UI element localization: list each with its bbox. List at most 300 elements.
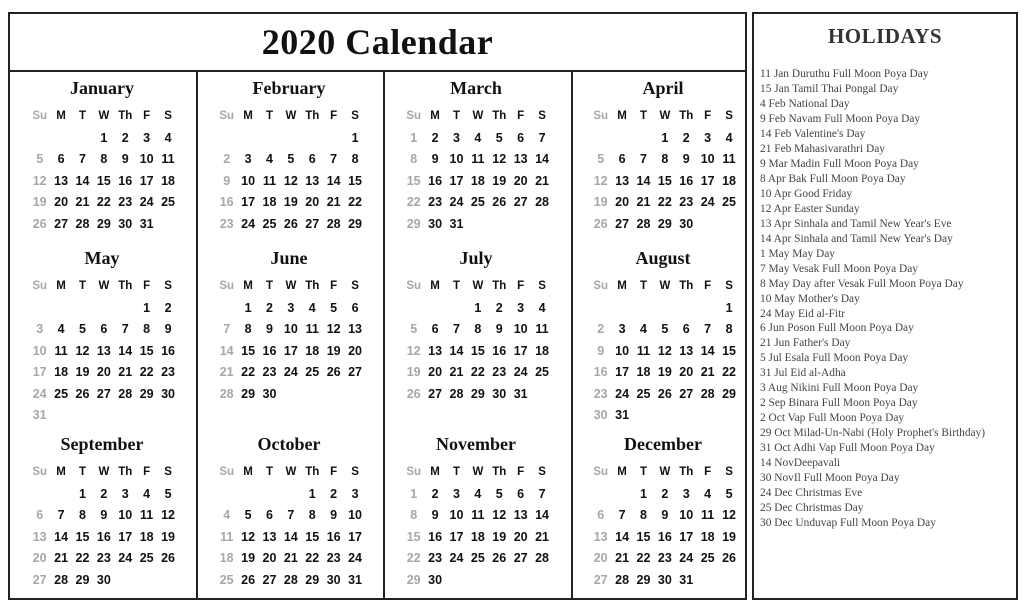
weekday-label: S: [538, 110, 546, 122]
empty-cell: [676, 298, 697, 320]
day-cell: 27: [593, 572, 608, 587]
day-cell: 22: [139, 365, 154, 379]
month-name: January: [69, 78, 134, 98]
day-cell: 17: [118, 529, 133, 544]
day-cell: 12: [75, 343, 90, 358]
weekday-label: Su: [32, 466, 48, 478]
day-cell: 19: [492, 173, 507, 188]
day-cell: 31: [679, 572, 694, 587]
day-cell: 20: [54, 195, 69, 209]
day-cell: 22: [722, 365, 736, 379]
day-cell: 18: [262, 195, 277, 209]
day-cell: 12: [326, 322, 341, 336]
empty-cell: [50, 484, 71, 506]
day-cell: 15: [470, 343, 485, 358]
day-cell: 16: [96, 529, 111, 544]
day-cell: 23: [219, 216, 234, 231]
day-cell: 3: [682, 486, 690, 501]
weekday-label: F: [143, 110, 151, 122]
day-cell: 30: [118, 216, 133, 231]
day-cell: 9: [661, 508, 669, 522]
weekday-label: Su: [593, 110, 609, 122]
day-cell: 21: [75, 195, 90, 209]
day-cell: 28: [54, 572, 69, 587]
holidays-title: HOLIDAYS: [827, 24, 943, 48]
day-cell: 9: [164, 322, 172, 336]
day-cell: 20: [615, 195, 630, 209]
day-cell: 29: [305, 572, 320, 587]
weekday-label: W: [98, 280, 110, 292]
day-cell: 29: [406, 216, 421, 231]
holiday-item: 4 Feb National Day: [760, 97, 850, 110]
empty-cell: [72, 128, 93, 150]
day-cell: 14: [326, 173, 341, 188]
day-cell: 8: [244, 322, 252, 336]
day-cell: 27: [32, 572, 47, 587]
column-divider: [196, 72, 198, 598]
weekday-label: M: [243, 280, 253, 292]
day-cell: 28: [615, 572, 630, 587]
day-cell: 5: [330, 300, 338, 315]
day-cell: 8: [725, 322, 733, 336]
weekday-label: Th: [118, 280, 133, 292]
month-june: [199, 246, 379, 416]
day-cell: 28: [535, 195, 549, 209]
month-name: September: [60, 434, 144, 454]
day-cell: 17: [139, 173, 154, 188]
day-cell: 27: [428, 386, 443, 401]
day-cell: 20: [513, 173, 528, 188]
day-cell: 21: [219, 365, 234, 379]
day-grid: [29, 276, 192, 427]
day-cell: 29: [96, 216, 111, 231]
day-cell: 30: [428, 216, 443, 231]
day-cell: 14: [535, 508, 549, 522]
day-grid: [590, 462, 753, 591]
empty-cell: [611, 298, 632, 320]
day-cell: 6: [351, 300, 359, 315]
day-cell: 12: [241, 529, 256, 544]
day-cell: 29: [406, 572, 421, 587]
day-cell: 27: [54, 216, 69, 231]
weekday-label: Th: [492, 466, 507, 478]
day-cell: 3: [121, 486, 129, 501]
day-cell: 27: [262, 572, 277, 587]
day-cell: 6: [517, 130, 525, 145]
day-cell: 1: [100, 130, 108, 145]
day-cell: 16: [118, 173, 133, 188]
holiday-item: 10 May Mother's Day: [760, 292, 860, 305]
weekday-label: Th: [492, 280, 507, 292]
empty-cell: [323, 128, 344, 150]
holiday-item: 30 Dec Unduvap Full Moon Poya Day: [760, 517, 936, 530]
holiday-item: 5 Jul Esala Full Moon Poya Day: [760, 352, 909, 365]
day-cell: 20: [428, 365, 443, 379]
day-cell: 3: [704, 130, 712, 145]
day-cell: 8: [351, 152, 359, 166]
day-cell: 11: [220, 529, 234, 544]
empty-cell: [50, 128, 71, 150]
empty-cell: [216, 484, 237, 506]
weekday-label: S: [538, 280, 546, 292]
day-cell: 1: [410, 486, 418, 501]
day-cell: 22: [241, 365, 256, 379]
weekday-label: Su: [32, 110, 48, 122]
day-cell: 22: [348, 195, 362, 209]
day-cell: 28: [75, 216, 90, 231]
month-name: August: [635, 248, 691, 268]
weekday-label: S: [351, 280, 359, 292]
weekday-label: M: [430, 110, 440, 122]
day-cell: 13: [513, 508, 528, 522]
weekday-label: M: [430, 280, 440, 292]
day-cell: 8: [100, 152, 108, 166]
weekday-label: T: [265, 110, 273, 122]
day-cell: 2: [431, 486, 439, 501]
day-cell: 26: [32, 216, 47, 231]
day-cell: 29: [241, 386, 256, 401]
weekday-label: F: [704, 110, 712, 122]
day-cell: 19: [657, 365, 672, 379]
day-cell: 4: [266, 152, 273, 166]
day-cell: 17: [513, 343, 528, 358]
day-cell: 13: [679, 343, 694, 358]
weekday-label: M: [56, 466, 66, 478]
day-cell: 4: [474, 486, 482, 501]
day-cell: 18: [535, 343, 549, 358]
day-cell: 7: [618, 508, 626, 522]
day-cell: 30: [96, 572, 111, 587]
day-cell: 27: [679, 386, 694, 401]
day-cell: 16: [593, 365, 608, 379]
day-cell: 3: [618, 322, 626, 336]
day-cell: 3: [36, 322, 44, 336]
day-cell: 19: [161, 529, 175, 544]
day-cell: 3: [244, 152, 252, 166]
holiday-item: 24 Dec Christmas Eve: [760, 487, 863, 500]
weekday-label: T: [639, 280, 647, 292]
day-cell: 18: [54, 365, 69, 379]
day-cell: 23: [492, 365, 507, 379]
empty-cell: [280, 128, 301, 150]
day-cell: 17: [700, 173, 715, 188]
day-cell: 30: [657, 572, 672, 587]
weekday-label: Th: [492, 110, 507, 122]
weekday-label: S: [725, 110, 733, 122]
day-cell: 18: [139, 529, 154, 544]
day-cell: 31: [139, 216, 154, 231]
day-cell: 19: [241, 551, 256, 565]
holiday-item: 9 Mar Madin Full Moon Poya Day: [760, 157, 919, 170]
day-cell: 2: [682, 130, 690, 145]
day-cell: 7: [453, 322, 460, 336]
weekday-label: Su: [406, 110, 422, 122]
day-cell: 17: [348, 529, 362, 544]
holiday-item: 25 Dec Christmas Day: [760, 502, 864, 515]
day-cell: 7: [330, 152, 338, 166]
day-cell: 4: [640, 322, 647, 336]
day-cell: 26: [406, 386, 421, 401]
day-cell: 3: [517, 300, 525, 315]
day-cell: 26: [75, 386, 90, 401]
weekday-label: Th: [305, 466, 320, 478]
weekday-label: Su: [219, 466, 235, 478]
day-cell: 23: [326, 551, 341, 565]
day-cell: 25: [54, 386, 69, 401]
day-cell: 13: [262, 529, 277, 544]
day-cell: 14: [219, 343, 234, 358]
day-cell: 6: [36, 508, 44, 522]
day-cell: 10: [449, 152, 464, 166]
day-cell: 21: [283, 551, 298, 565]
empty-cell: [302, 128, 323, 150]
day-cell: 25: [470, 551, 485, 565]
empty-cell: [611, 484, 632, 506]
day-cell: 29: [722, 386, 736, 401]
day-cell: 23: [262, 365, 277, 379]
day-cell: 8: [410, 508, 418, 522]
day-cell: 6: [597, 508, 605, 522]
day-cell: 8: [474, 322, 482, 336]
day-cell: 21: [615, 551, 630, 565]
day-cell: 5: [164, 486, 172, 501]
day-cell: 8: [410, 152, 418, 166]
empty-cell: [403, 298, 424, 320]
day-cell: 22: [406, 551, 421, 565]
weekday-label: F: [704, 280, 712, 292]
day-cell: 16: [219, 195, 234, 209]
day-cell: 11: [636, 343, 651, 358]
month-name: November: [436, 434, 516, 454]
day-cell: 5: [495, 130, 503, 145]
day-cell: 21: [636, 195, 651, 209]
month-august: [573, 246, 753, 422]
day-cell: 15: [139, 343, 154, 358]
day-cell: 12: [657, 343, 672, 358]
day-cell: 5: [36, 152, 44, 166]
day-cell: 16: [679, 173, 694, 188]
day-cell: 17: [449, 529, 464, 544]
weekday-label: T: [265, 466, 273, 478]
holiday-item: 24 May Eid al-Fitr: [760, 307, 846, 320]
day-cell: 28: [636, 216, 651, 231]
day-cell: 10: [118, 508, 133, 522]
day-cell: 5: [495, 486, 503, 501]
day-cell: 12: [283, 173, 298, 188]
day-cell: 11: [140, 508, 154, 522]
day-cell: 16: [428, 173, 443, 188]
day-cell: 21: [54, 551, 69, 565]
weekday-label: S: [351, 466, 359, 478]
day-cell: 5: [725, 486, 733, 501]
day-cell: 31: [615, 408, 630, 422]
day-cell: 26: [241, 572, 256, 587]
holiday-item: 2 Oct Vap Full Moon Poya Day: [760, 412, 905, 425]
day-cell: 6: [266, 508, 273, 522]
day-cell: 3: [287, 300, 295, 315]
weekday-label: W: [98, 110, 110, 122]
day-cell: 17: [615, 365, 630, 379]
day-cell: 25: [262, 216, 277, 231]
weekday-label: F: [143, 466, 151, 478]
day-cell: 4: [538, 300, 546, 315]
day-cell: 4: [143, 486, 151, 501]
day-cell: 11: [535, 322, 549, 336]
day-cell: 8: [143, 322, 151, 336]
day-cell: 11: [262, 173, 277, 188]
day-cell: 29: [75, 572, 90, 587]
day-cell: 14: [535, 152, 549, 166]
day-cell: 24: [449, 195, 464, 209]
day-cell: 1: [351, 130, 359, 145]
month-name: December: [624, 434, 702, 454]
month-name: February: [252, 78, 326, 98]
weekday-label: Su: [32, 280, 48, 292]
month-name: October: [257, 434, 321, 454]
empty-cell: [237, 484, 258, 506]
day-cell: 9: [100, 508, 108, 522]
day-cell: 5: [287, 152, 295, 166]
weekday-label: S: [351, 110, 359, 122]
month-october: [199, 432, 379, 602]
weekday-label: M: [617, 110, 627, 122]
day-grid: [29, 462, 192, 591]
day-cell: 10: [139, 152, 154, 166]
day-cell: 13: [593, 529, 608, 544]
day-cell: 7: [121, 322, 129, 336]
holiday-item: 21 Feb Mahasivarathri Day: [760, 142, 885, 155]
day-cell: 1: [661, 130, 669, 145]
empty-cell: [93, 298, 114, 320]
day-cell: 5: [597, 152, 605, 166]
weekday-label: S: [164, 466, 172, 478]
day-cell: 30: [679, 216, 694, 231]
day-cell: 24: [615, 386, 630, 401]
empty-cell: [259, 128, 280, 150]
day-cell: 30: [593, 408, 608, 422]
day-cell: 2: [223, 152, 231, 166]
weekday-label: Th: [118, 466, 133, 478]
empty-cell: [216, 298, 237, 320]
day-cell: 18: [636, 365, 651, 379]
day-cell: 27: [615, 216, 630, 231]
day-cell: 15: [241, 343, 256, 358]
day-cell: 7: [538, 486, 546, 501]
day-cell: 30: [262, 386, 277, 401]
day-cell: 12: [492, 152, 507, 166]
day-grid: [403, 106, 566, 235]
day-cell: 12: [492, 508, 507, 522]
day-cell: 24: [139, 195, 154, 209]
weekday-label: Su: [593, 466, 609, 478]
day-cell: 20: [348, 343, 362, 358]
day-cell: 25: [139, 551, 154, 565]
weekday-label: Su: [406, 280, 422, 292]
day-cell: 27: [513, 195, 528, 209]
day-cell: 23: [428, 551, 443, 565]
day-cell: 12: [593, 173, 608, 188]
weekday-label: W: [472, 110, 484, 122]
day-cell: 7: [223, 322, 231, 336]
day-cell: 1: [410, 130, 418, 145]
weekday-label: W: [285, 280, 297, 292]
day-cell: 17: [241, 195, 256, 209]
empty-cell: [115, 298, 136, 320]
weekday-label: F: [330, 466, 338, 478]
day-cell: 31: [449, 216, 464, 231]
day-cell: 29: [636, 572, 651, 587]
month-january: [12, 76, 192, 246]
weekday-label: T: [265, 280, 273, 292]
holiday-item: 31 Oct Adhi Vap Full Moon Poya Day: [760, 442, 935, 455]
day-cell: 2: [266, 300, 273, 315]
day-cell: 28: [326, 216, 341, 231]
day-cell: 23: [96, 551, 111, 565]
day-cell: 1: [308, 486, 316, 501]
empty-cell: [50, 298, 71, 320]
day-cell: 20: [96, 365, 111, 379]
month-july: [386, 246, 566, 416]
day-cell: 3: [453, 130, 460, 145]
month-may: [12, 246, 192, 422]
weekday-label: W: [659, 466, 671, 478]
day-cell: 26: [283, 216, 298, 231]
day-cell: 23: [118, 195, 133, 209]
day-cell: 26: [326, 365, 341, 379]
day-cell: 6: [431, 322, 439, 336]
weekday-label: Th: [305, 280, 320, 292]
empty-cell: [611, 128, 632, 150]
weekday-label: S: [164, 280, 172, 292]
month-name: July: [459, 248, 493, 268]
day-cell: 11: [471, 508, 485, 522]
day-cell: 16: [161, 343, 175, 358]
day-cell: 26: [492, 551, 507, 565]
empty-cell: [633, 298, 654, 320]
holiday-item: 6 Jun Poson Full Moon Poya Day: [760, 322, 914, 335]
day-cell: 16: [262, 343, 277, 358]
day-cell: 10: [241, 173, 256, 188]
month-name: May: [84, 248, 120, 268]
day-cell: 9: [330, 508, 338, 522]
day-cell: 27: [305, 216, 320, 231]
weekday-label: M: [617, 466, 627, 478]
day-cell: 16: [492, 343, 507, 358]
weekday-label: W: [472, 280, 484, 292]
day-cell: 12: [406, 343, 421, 358]
empty-cell: [29, 128, 50, 150]
day-cell: 13: [513, 152, 528, 166]
day-cell: 16: [657, 529, 672, 544]
day-cell: 4: [164, 130, 172, 145]
weekday-label: T: [452, 466, 460, 478]
day-cell: 10: [679, 508, 694, 522]
day-cell: 27: [348, 365, 362, 379]
weekday-label: Th: [305, 110, 320, 122]
day-cell: 9: [223, 173, 231, 188]
day-cell: 2: [121, 130, 129, 145]
holiday-item: 14 Apr Sinhala and Tamil New Year's Day: [760, 232, 953, 245]
day-grid: [216, 276, 379, 405]
day-cell: 2: [661, 486, 669, 501]
weekday-label: W: [98, 466, 110, 478]
day-cell: 24: [679, 551, 694, 565]
weekday-label: W: [285, 110, 297, 122]
day-cell: 31: [348, 572, 362, 587]
day-cell: 15: [96, 173, 111, 188]
day-cell: 4: [308, 300, 316, 315]
weekday-label: F: [143, 280, 151, 292]
